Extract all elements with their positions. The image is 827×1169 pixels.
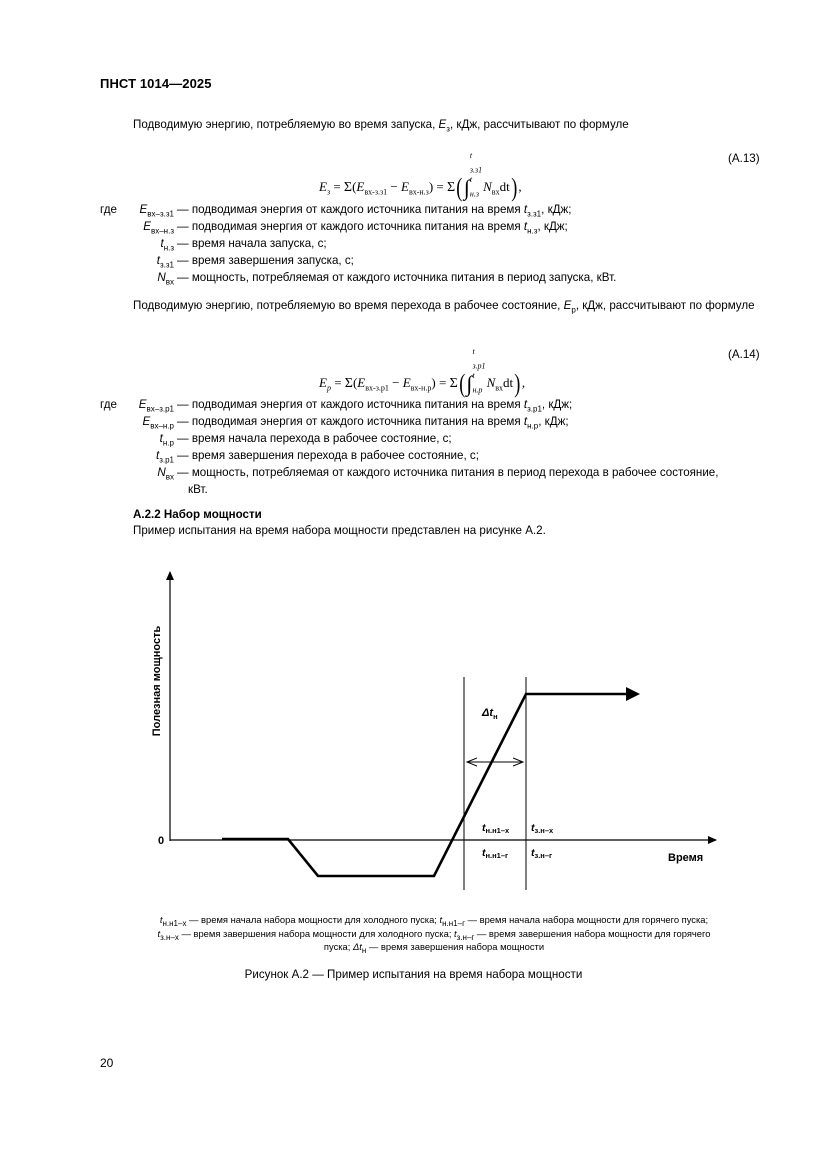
formula1-integrand: N	[483, 179, 492, 194]
formula2-term1-sub: вх-з.р1	[365, 383, 389, 393]
legend-text: пуска;	[323, 941, 353, 952]
power-curve	[222, 694, 630, 876]
formula1-term1-sub: вх-з.з1	[364, 187, 388, 197]
y-axis-label: Полезная мощность	[151, 625, 163, 737]
formula2-integrand-sub: вх	[495, 383, 504, 393]
where1-desc-1-sym: t	[523, 220, 528, 233]
page-number: 20	[100, 1056, 114, 1070]
formula1-eq: =	[330, 179, 344, 194]
where1-term-0	[100, 201, 174, 218]
where2-term-1-sym: E	[142, 415, 151, 428]
where1-term-1	[100, 218, 174, 235]
where2-term-0-sym: E	[138, 398, 147, 411]
formula1-lparen: (	[352, 179, 357, 194]
where2-term-0-sub: вх–з.р1	[146, 404, 174, 414]
where2-term-3	[100, 447, 174, 464]
formula-a13	[319, 150, 522, 203]
where1-term-1-sub: вх–н.з	[150, 226, 174, 236]
where2-term-4-sub: вх	[165, 472, 174, 482]
where1-term-4-sym: N	[157, 271, 166, 284]
para2-symbol: E	[563, 299, 572, 312]
where1-term-2-sym: t	[160, 237, 164, 250]
formula1-lhs: E	[319, 179, 327, 194]
where2-term-2-sym: t	[159, 432, 163, 445]
where2-desc-1-sub: н.р	[527, 421, 539, 431]
formula2-upper-sub: з.р1	[472, 361, 486, 371]
where2-term-3-sym: t	[155, 449, 160, 462]
where2-desc-4	[177, 464, 768, 481]
power-curve-arrow-head	[626, 687, 640, 701]
where1-desc-1-text: — подводимая энергия от каждого источника питания на время	[177, 220, 524, 233]
where2-term-4-sym: N	[157, 466, 166, 479]
where2-desc-4-cont: кВт.	[188, 483, 208, 496]
where1-desc-0	[177, 201, 571, 218]
para1-symbol: E	[438, 118, 447, 131]
where2-term-2-sub: н.р	[162, 438, 174, 448]
where1-term-1-sym: E	[143, 220, 151, 233]
legend-sub: з.н–х	[160, 932, 179, 942]
document-header: ПНСТ 1014—2025	[100, 76, 212, 91]
formula1-minus: −	[387, 179, 401, 194]
where1-term-3-sym: t	[156, 254, 160, 267]
where1-desc-2: — время начала запуска, с;	[177, 237, 327, 250]
legend-text: — время завершения набора мощности для горячего	[474, 927, 711, 939]
para1-symbol-sub: з	[446, 124, 450, 134]
formula2-lparen: (	[352, 375, 358, 390]
para2-symbol-sub: р	[571, 305, 576, 315]
formula1-upper: t	[469, 151, 473, 160]
section-text: Пример испытания на время набора мощности представлен на рисунке А.2.	[133, 524, 546, 537]
where1-desc-0-text: — подводимая энергия от каждого источника питания на время	[177, 203, 524, 216]
legend-sym: Δt	[352, 941, 362, 952]
para2-text-before: Подводимую энергию, потребляемую во время перехода в рабочее состояние,	[133, 299, 564, 312]
para1-text-after: , кДж, рассчитывают по формуле	[449, 118, 629, 131]
formula1-lower-sub: н.з	[469, 189, 479, 199]
legend-sub: н.н1–х	[162, 918, 187, 928]
formula-number-a14: (А.14)	[728, 348, 760, 361]
where2-term-1	[100, 413, 174, 430]
where1-term-2	[100, 235, 174, 252]
label-start-cold: tн.н1–х	[482, 822, 510, 835]
legend-text: — время завершения набора мощности для холодного пуска;	[178, 927, 455, 939]
where1-term-3-sub: з.з1	[159, 260, 174, 270]
where2-term-4	[100, 464, 174, 481]
where1-desc-1-sub: н.з	[527, 226, 538, 236]
formula2-lhs-sub: р	[326, 383, 331, 393]
legend-line-1	[100, 913, 768, 927]
formula2-lhs: E	[319, 375, 327, 390]
legend-sym: t	[157, 927, 161, 939]
legend-line-3	[100, 940, 768, 954]
where1-term-2-sub: н.з	[163, 243, 174, 253]
formula1-big-lparen: (	[456, 173, 463, 202]
formula1-upper-sub: з.з1	[469, 165, 483, 175]
label-start-hot: tн.н1–г	[482, 847, 509, 860]
where2-desc-1-end: , кДж;	[538, 415, 569, 428]
where2-desc-0-sub: з.р1	[527, 404, 542, 414]
formula2-upper: t	[472, 347, 475, 356]
where2-term-1-sub: вх–н.р	[150, 421, 174, 431]
legend-line-2	[100, 927, 768, 941]
integral-sign: ∫	[466, 371, 473, 396]
where1-term-4-sub: вх	[165, 277, 174, 287]
legend-text: — время завершения набора мощности	[366, 941, 545, 952]
where2-desc-4-text: — мощность, потребляемая от каждого источника питания в период перехода в рабочее состояние,	[177, 466, 719, 479]
formula1-sum: Σ	[343, 180, 353, 195]
legend-sym: t	[454, 927, 457, 939]
section-title: А.2.2 Набор мощности	[133, 508, 262, 521]
where1-term-3	[100, 252, 174, 269]
paragraph-startup-energy	[133, 116, 629, 133]
where1-desc-0-sym: t	[523, 203, 528, 216]
formula2-lower-sub: н.р	[472, 385, 483, 395]
figure-caption: Рисунок А.2 — Пример испытания на время набора мощности	[244, 968, 583, 981]
legend-sub: з.н–г	[456, 932, 475, 942]
where1-prefix: где	[100, 203, 117, 216]
where2-desc-1	[177, 413, 569, 430]
zero-label: 0	[158, 835, 165, 847]
para2-text-after: , кДж, рассчитывают по формуле	[575, 299, 755, 312]
delta-t-label: $\Delta t_н$	[482, 707, 498, 721]
formula1-eq2: =	[433, 179, 448, 194]
where2-desc-0-end: , кДж;	[541, 398, 573, 411]
where2-desc-0	[177, 396, 572, 413]
where1-desc-0-end: , кДж;	[541, 203, 572, 216]
where2-desc-0-sym: t	[523, 398, 528, 411]
legend-text: — время начала набора мощности для холодного пуска;	[186, 914, 440, 925]
formula1-term2: E	[400, 179, 409, 194]
where1-term-4	[100, 269, 174, 286]
where2-desc-1-sym: t	[523, 415, 528, 428]
where2-desc-1-text: — подводимая энергия от каждого источника питания на время	[177, 415, 524, 428]
label-end-hot: tз.н–г	[531, 847, 553, 860]
formula2-limits	[472, 346, 485, 394]
where1-desc-0-sub: з.з1	[527, 209, 542, 219]
where1-desc-3: — время завершения запуска, с;	[177, 254, 354, 267]
formula1-term1: E	[356, 179, 365, 194]
legend-sub: н	[361, 945, 367, 955]
where1-desc-1-end: , кДж;	[537, 220, 568, 233]
formula2-eq: =	[330, 375, 345, 390]
formula1-sum2: Σ	[447, 180, 456, 195]
where2-term-3-sub: з.р1	[159, 455, 174, 465]
formula2-big-rparen: )	[514, 369, 521, 398]
where1-term-0-sub: вх–з.з1	[147, 209, 174, 219]
legend-sub: н.н1–г	[442, 918, 465, 928]
integral-sign: ∫	[463, 175, 470, 200]
where2-term-2	[100, 430, 174, 447]
legend-text: — время начала набора мощности для горячего пуска;	[465, 914, 709, 925]
formula-a14	[319, 346, 525, 399]
formula2-term2: E	[402, 375, 411, 390]
formula2-big-lparen: (	[459, 369, 466, 398]
formula2-rparen: )	[431, 375, 436, 390]
formula1-comma: ,	[518, 179, 522, 194]
where1-term-0-sym: E	[139, 203, 148, 216]
formula2-minus: −	[388, 375, 403, 390]
paragraph-operating-energy	[100, 297, 768, 314]
where2-desc-2: — время начала перехода в рабочее состояние, с;	[177, 432, 452, 445]
where-list-2	[100, 396, 800, 496]
legend-sym: t	[159, 914, 163, 925]
formula2-term1: E	[357, 375, 366, 390]
where2-term-0	[100, 396, 174, 413]
where-list-1	[100, 201, 800, 291]
legend-sym: t	[439, 914, 443, 925]
figure-legend	[100, 913, 768, 954]
formula2-sum: Σ	[344, 376, 353, 391]
formula1-big-rparen: )	[511, 173, 518, 202]
where2-desc-3: — время завершения перехода в рабочее состояние, с;	[177, 449, 479, 462]
formula2-eq2: =	[435, 375, 450, 390]
formula1-limits	[470, 150, 482, 198]
para1-text-before: Подводимую энергию, потребляемую во время запуска,	[133, 118, 439, 131]
formula-number-a13: (А.13)	[728, 152, 760, 165]
formula2-sum2: Σ	[449, 376, 458, 391]
formula1-rparen: )	[428, 179, 434, 194]
where1-desc-1	[177, 218, 568, 235]
x-axis-label: Время	[668, 852, 704, 864]
label-end-cold: tз.н–х	[531, 822, 554, 835]
where1-desc-4: — мощность, потребляемая от каждого источника питания в период запуска, кВт.	[177, 271, 617, 284]
formula1-lhs-sub: з	[326, 187, 331, 197]
formula1-term2-sub: вх-н.з	[408, 187, 429, 197]
formula2-integrand: N	[486, 375, 496, 390]
formula2-term2-sub: вх-н.р	[410, 383, 432, 393]
formula1-lower: t	[469, 175, 473, 184]
formula2-dt: dt	[503, 375, 514, 390]
figure-power-ramp	[0, 560, 827, 900]
formula1-integrand-sub: вх	[491, 187, 500, 197]
formula2-comma: ,	[521, 375, 526, 390]
where2-desc-0-text: — подводимая энергия от каждого источника питания на время	[177, 398, 524, 411]
where2-prefix: где	[100, 398, 117, 411]
formula2-lower: t	[472, 371, 475, 380]
formula1-dt: dt	[499, 179, 510, 194]
